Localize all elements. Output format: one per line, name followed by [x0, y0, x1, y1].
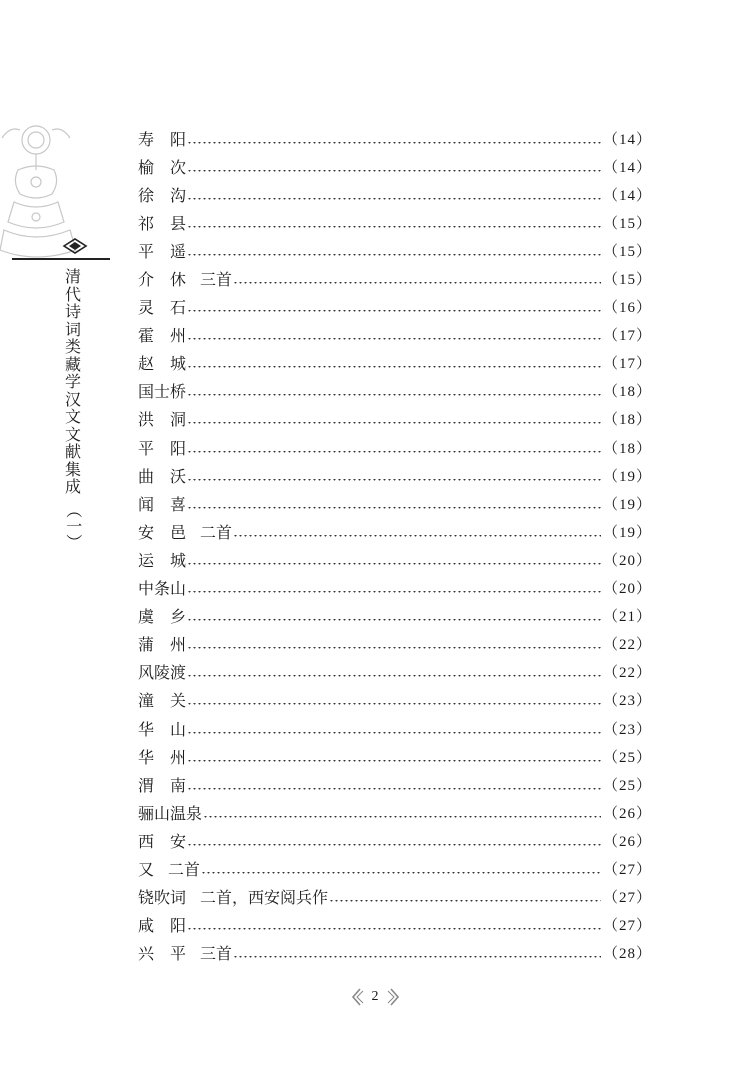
spine-divider [12, 258, 110, 260]
toc-entry-title: 平 阳 [138, 438, 187, 458]
toc-entry-title: 虞 乡 [138, 607, 187, 627]
toc-entry-title: 西 安 [138, 831, 187, 851]
toc-entry-page: （28） [602, 946, 652, 963]
spine-title-char: 献 [64, 442, 81, 461]
toc-entry-title: 蒲 州 [138, 635, 187, 655]
toc-entry[interactable] [138, 630, 652, 658]
toc-entry-page: （16） [602, 300, 652, 317]
toc-entry[interactable] [138, 798, 652, 826]
toc-entry[interactable] [138, 883, 652, 911]
toc-entry-page: （25） [602, 777, 652, 794]
toc-entry-title: 兴 平 [138, 944, 187, 964]
toc-leader-dots [187, 732, 601, 735]
toc-leader-dots [187, 479, 601, 482]
chevron-left-icon [350, 987, 364, 1007]
spine-title-char: 藏 [64, 354, 81, 374]
toc-entry-title: 中条山 [138, 579, 187, 599]
toc-entry-title: 华 山 [138, 719, 187, 739]
toc-leader-dots [187, 591, 601, 594]
toc-entry-note: 三首 [200, 270, 233, 290]
toc-entry-page: （20） [602, 581, 652, 598]
toc-entry-title: 华 州 [138, 747, 187, 767]
toc-entry-title: 咸 阳 [138, 916, 187, 936]
toc-entry-title: 又 [138, 859, 155, 879]
spine-volume: （一） [63, 501, 83, 550]
toc-entry-page: （25） [602, 749, 652, 766]
toc-leader-dots [187, 142, 601, 145]
toc-entry-page: （19） [602, 496, 652, 513]
toc-leader-dots [329, 900, 601, 903]
toc-leader-dots [203, 816, 601, 819]
spine-title-char: 诗 [64, 302, 81, 321]
toc-entry[interactable] [138, 349, 652, 377]
toc-entry-page: （26） [602, 805, 652, 822]
toc-entry[interactable] [138, 293, 652, 321]
toc-entry-page: （27） [602, 890, 652, 907]
toc-leader-dots [187, 507, 601, 510]
toc-leader-dots [187, 366, 601, 369]
toc-entry[interactable] [138, 911, 652, 939]
toc-entry-page: （17） [602, 356, 652, 373]
toc-entry[interactable] [138, 461, 652, 489]
toc-leader-dots [187, 310, 601, 313]
toc-leader-dots [187, 226, 601, 229]
toc-leader-dots [187, 760, 601, 763]
spine-title-char: 学 [64, 372, 81, 391]
toc-leader-dots [187, 844, 601, 847]
chevron-right-icon [387, 987, 401, 1007]
toc-leader-dots [187, 170, 601, 173]
spine-title-char: 类 [64, 337, 81, 356]
toc-entry-page: （15） [602, 243, 652, 260]
toc-entry[interactable] [138, 686, 652, 714]
toc-leader-dots [187, 198, 601, 201]
toc-entry-page: （23） [602, 721, 652, 738]
toc-entry-title: 祁 县 [138, 213, 187, 233]
toc-leader-dots [187, 338, 601, 341]
toc-entry-page: （20） [602, 552, 652, 569]
toc-leader-dots [187, 394, 601, 397]
toc-entry-note: 三首 [200, 944, 233, 964]
toc-entry-title: 潼 关 [138, 691, 187, 711]
spine-title-char: 成 [64, 477, 81, 496]
spine-title-char: 词 [64, 319, 81, 339]
toc-entry-page: （27） [602, 918, 652, 935]
toc-entry[interactable] [138, 264, 652, 292]
toc-entry-note: 二首，西安阅兵作 [200, 888, 329, 908]
toc-entry-page: （18） [602, 440, 652, 457]
toc-entry[interactable] [138, 770, 652, 798]
toc-entry-title: 运 城 [138, 550, 187, 570]
toc-entry[interactable] [138, 124, 652, 152]
toc-entry-title: 平 遥 [138, 241, 187, 261]
toc-leader-dots [187, 928, 601, 931]
toc-entry-page: （15） [602, 272, 652, 289]
toc-entry-note: 二首 [200, 522, 233, 542]
toc-entry-page: （14） [602, 131, 652, 148]
spine-title-char: 汉 [64, 389, 81, 409]
toc-entry[interactable] [138, 208, 652, 236]
toc-entry[interactable] [138, 602, 652, 630]
page-footer [340, 986, 410, 1008]
toc-leader-dots [187, 422, 601, 425]
toc-entry[interactable] [138, 405, 652, 433]
toc-entry-page: （19） [602, 468, 652, 485]
toc-leader-dots [233, 282, 601, 285]
toc-entry-page: （15） [602, 215, 652, 232]
toc-entry[interactable] [138, 854, 652, 882]
toc-entry-title: 霍 州 [138, 326, 187, 346]
toc-entry-title: 寿 阳 [138, 129, 187, 149]
toc-entry[interactable] [138, 939, 652, 967]
toc-entry-page: （27） [602, 861, 652, 878]
toc-entry[interactable] [138, 152, 652, 180]
toc-entry-title: 徐 沟 [138, 185, 187, 205]
toc-entry-title: 骊山温泉 [138, 803, 203, 823]
page-number: 2 [371, 989, 379, 1004]
toc-entry-title: 榆 次 [138, 157, 187, 177]
toc-entry-title: 闻 喜 [138, 494, 187, 514]
toc-entry[interactable] [138, 321, 652, 349]
toc-entry-title: 曲 沃 [138, 466, 187, 486]
toc-entry-page: （14） [602, 187, 652, 204]
spine-title-char: 文 [64, 424, 81, 444]
toc-leader-dots [187, 619, 601, 622]
toc-leader-dots [187, 254, 601, 257]
toc-leader-dots [187, 451, 601, 454]
toc-leader-dots [187, 788, 601, 791]
toc-entry-title: 洪 洞 [138, 410, 187, 430]
toc-leader-dots [187, 675, 601, 678]
toc-entry-title: 渭 南 [138, 775, 187, 795]
toc-entry-page: （23） [602, 693, 652, 710]
toc-entry-page: （22） [602, 665, 652, 682]
spine-ornament-icon [62, 238, 88, 254]
toc-entry-page: （21） [602, 609, 652, 626]
toc-entry-page: （18） [602, 412, 652, 429]
toc-entry-title: 铙吹词 [138, 888, 187, 908]
toc-entry[interactable] [138, 489, 652, 517]
spine-book-title [60, 268, 86, 553]
toc-entry[interactable] [138, 742, 652, 770]
toc-leader-dots [187, 647, 601, 650]
toc-entry-page: （22） [602, 637, 652, 654]
toc-entry[interactable] [138, 658, 652, 686]
toc-leader-dots [233, 535, 601, 538]
toc-entry-page: （19） [602, 524, 652, 541]
spine-title-char: 代 [64, 284, 81, 304]
spine-title-char: 清 [64, 267, 81, 286]
toc-entry[interactable] [138, 574, 652, 602]
toc-entry[interactable] [138, 377, 652, 405]
toc-entry-title: 介 休 [138, 270, 187, 290]
toc-entry[interactable] [138, 517, 652, 545]
spine-title-char: 集 [64, 459, 81, 479]
toc-entry[interactable] [138, 433, 652, 461]
toc-leader-dots [233, 956, 601, 959]
spine-title-char: 文 [64, 407, 81, 426]
toc-leader-dots [187, 703, 601, 706]
table-of-contents [138, 124, 652, 967]
toc-entry-title: 赵 城 [138, 354, 187, 374]
toc-entry[interactable] [138, 236, 652, 264]
toc-entry-page: （17） [602, 328, 652, 345]
toc-leader-dots [201, 872, 601, 875]
toc-entry-title: 国士桥 [138, 382, 187, 402]
toc-leader-dots [187, 563, 601, 566]
toc-entry-page: （14） [602, 159, 652, 176]
toc-entry[interactable] [138, 714, 652, 742]
toc-entry[interactable] [138, 826, 652, 854]
toc-entry-page: （26） [602, 833, 652, 850]
toc-entry[interactable] [138, 545, 652, 573]
toc-entry-title: 安 邑 [138, 522, 187, 542]
toc-entry-page: （18） [602, 384, 652, 401]
toc-entry[interactable] [138, 180, 652, 208]
toc-entry-note: 二首 [168, 859, 201, 879]
toc-entry-title: 灵 石 [138, 298, 187, 318]
toc-entry-title: 风陵渡 [138, 663, 187, 683]
